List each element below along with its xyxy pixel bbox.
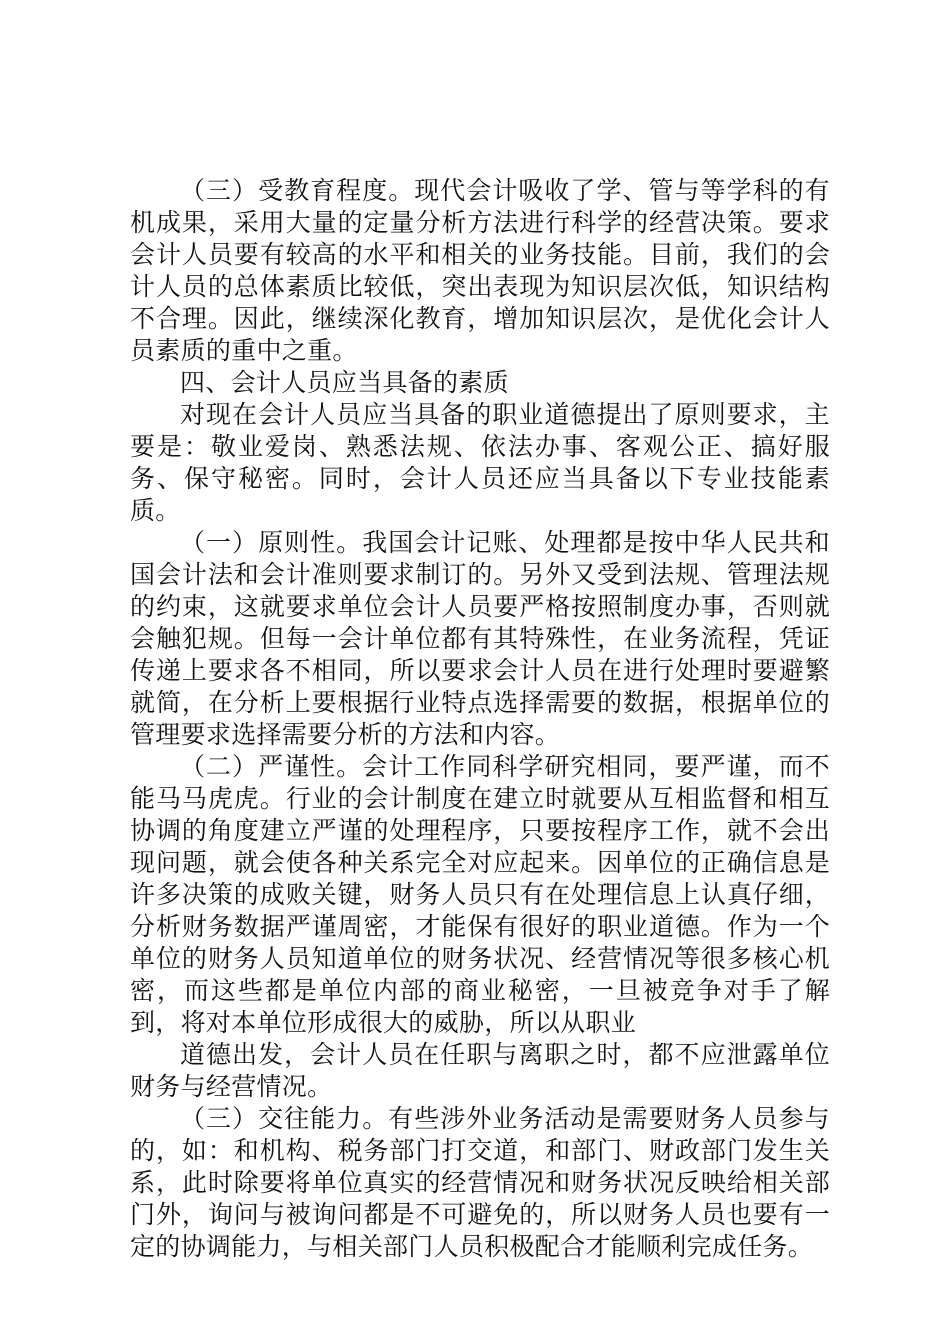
section-heading-qualities: 四、会计人员应当具备的素质 [180,368,509,397]
paragraph-principle: （一）原则性。我国会计记账、处理都是按中华人民共和国会计法和会计准则要求制订的。另外又受到法规、管理法规的约束，这就要求单位会计人员要严格按照制度办事，否则就会触犯规。但每一会计单位都有其特殊性，在业务流程，凭证传递上要求各不相同，所以要求会计人员在进行处理时要避繁就简，在分析上要根据行业特点选择需要的数据，根据单位的管理要求选择需要分析的方法和内容。 [130,528,830,749]
paragraph-communication: （三）交往能力。有些涉外业务活动是需要财务人员参与的，如：和机构、税务部门打交道，和部门、财政部门发生关系，此时除要将单位真实的经营情况和财务状况反映给相关部门外，询问与被询问都是不可避免的，所以财务人员也要有一定的协调能力，与相关部门人员积极配合才能顺利完成任务。 [130,1104,830,1261]
paragraph-rigor: （二）严谨性。会计工作同科学研究相同，要严谨，而不能马马虎虎。行业的会计制度在建立时就要从互相监督和相互协调的角度建立严谨的处理程序，只要按程序工作，就不会出现问题，就会使各种关系完全对应起来。因单位的正确信息是许多决策的成败关键，财务人员只有在处理信息上认真仔细，分析财务数据严谨周密，才能保有很好的职业道德。作为一个单位的财务人员知道单位的财务状况、经营情况等很多核心机密，而这些都是单位内部的商业秘密，一旦被竞争对手了解到，将对本单位形成很大的威胁，所以从职业 [130,752,830,1037]
paragraph-rigor-continued: 道德出发，会计人员在任职与离职之时，都不应泄露单位财务与经营情况。 [130,1040,830,1101]
paragraph-education-level: （三）受教育程度。现代会计吸收了学、管与等学科的有机成果，采用大量的定量分析方法进行科学的经营决策。要求会计人员要有较高的水平和相关的业务技能。目前，我们的会计人员的总体素质比较低，突出表现为知识层次低，知识结构不合理。因此，继续深化教育，增加知识层次，是优化会计人员素质的重中之重。 [130,176,830,365]
paragraph-ethics-requirements: 对现在会计人员应当具备的职业道德提出了原则要求，主要是：敬业爱岗、熟悉法规、依法办事、客观公正、搞好服务、保守秘密。同时，会计人员还应当具备以下专业技能素质。 [130,400,830,525]
document-body [130,175,830,1263]
